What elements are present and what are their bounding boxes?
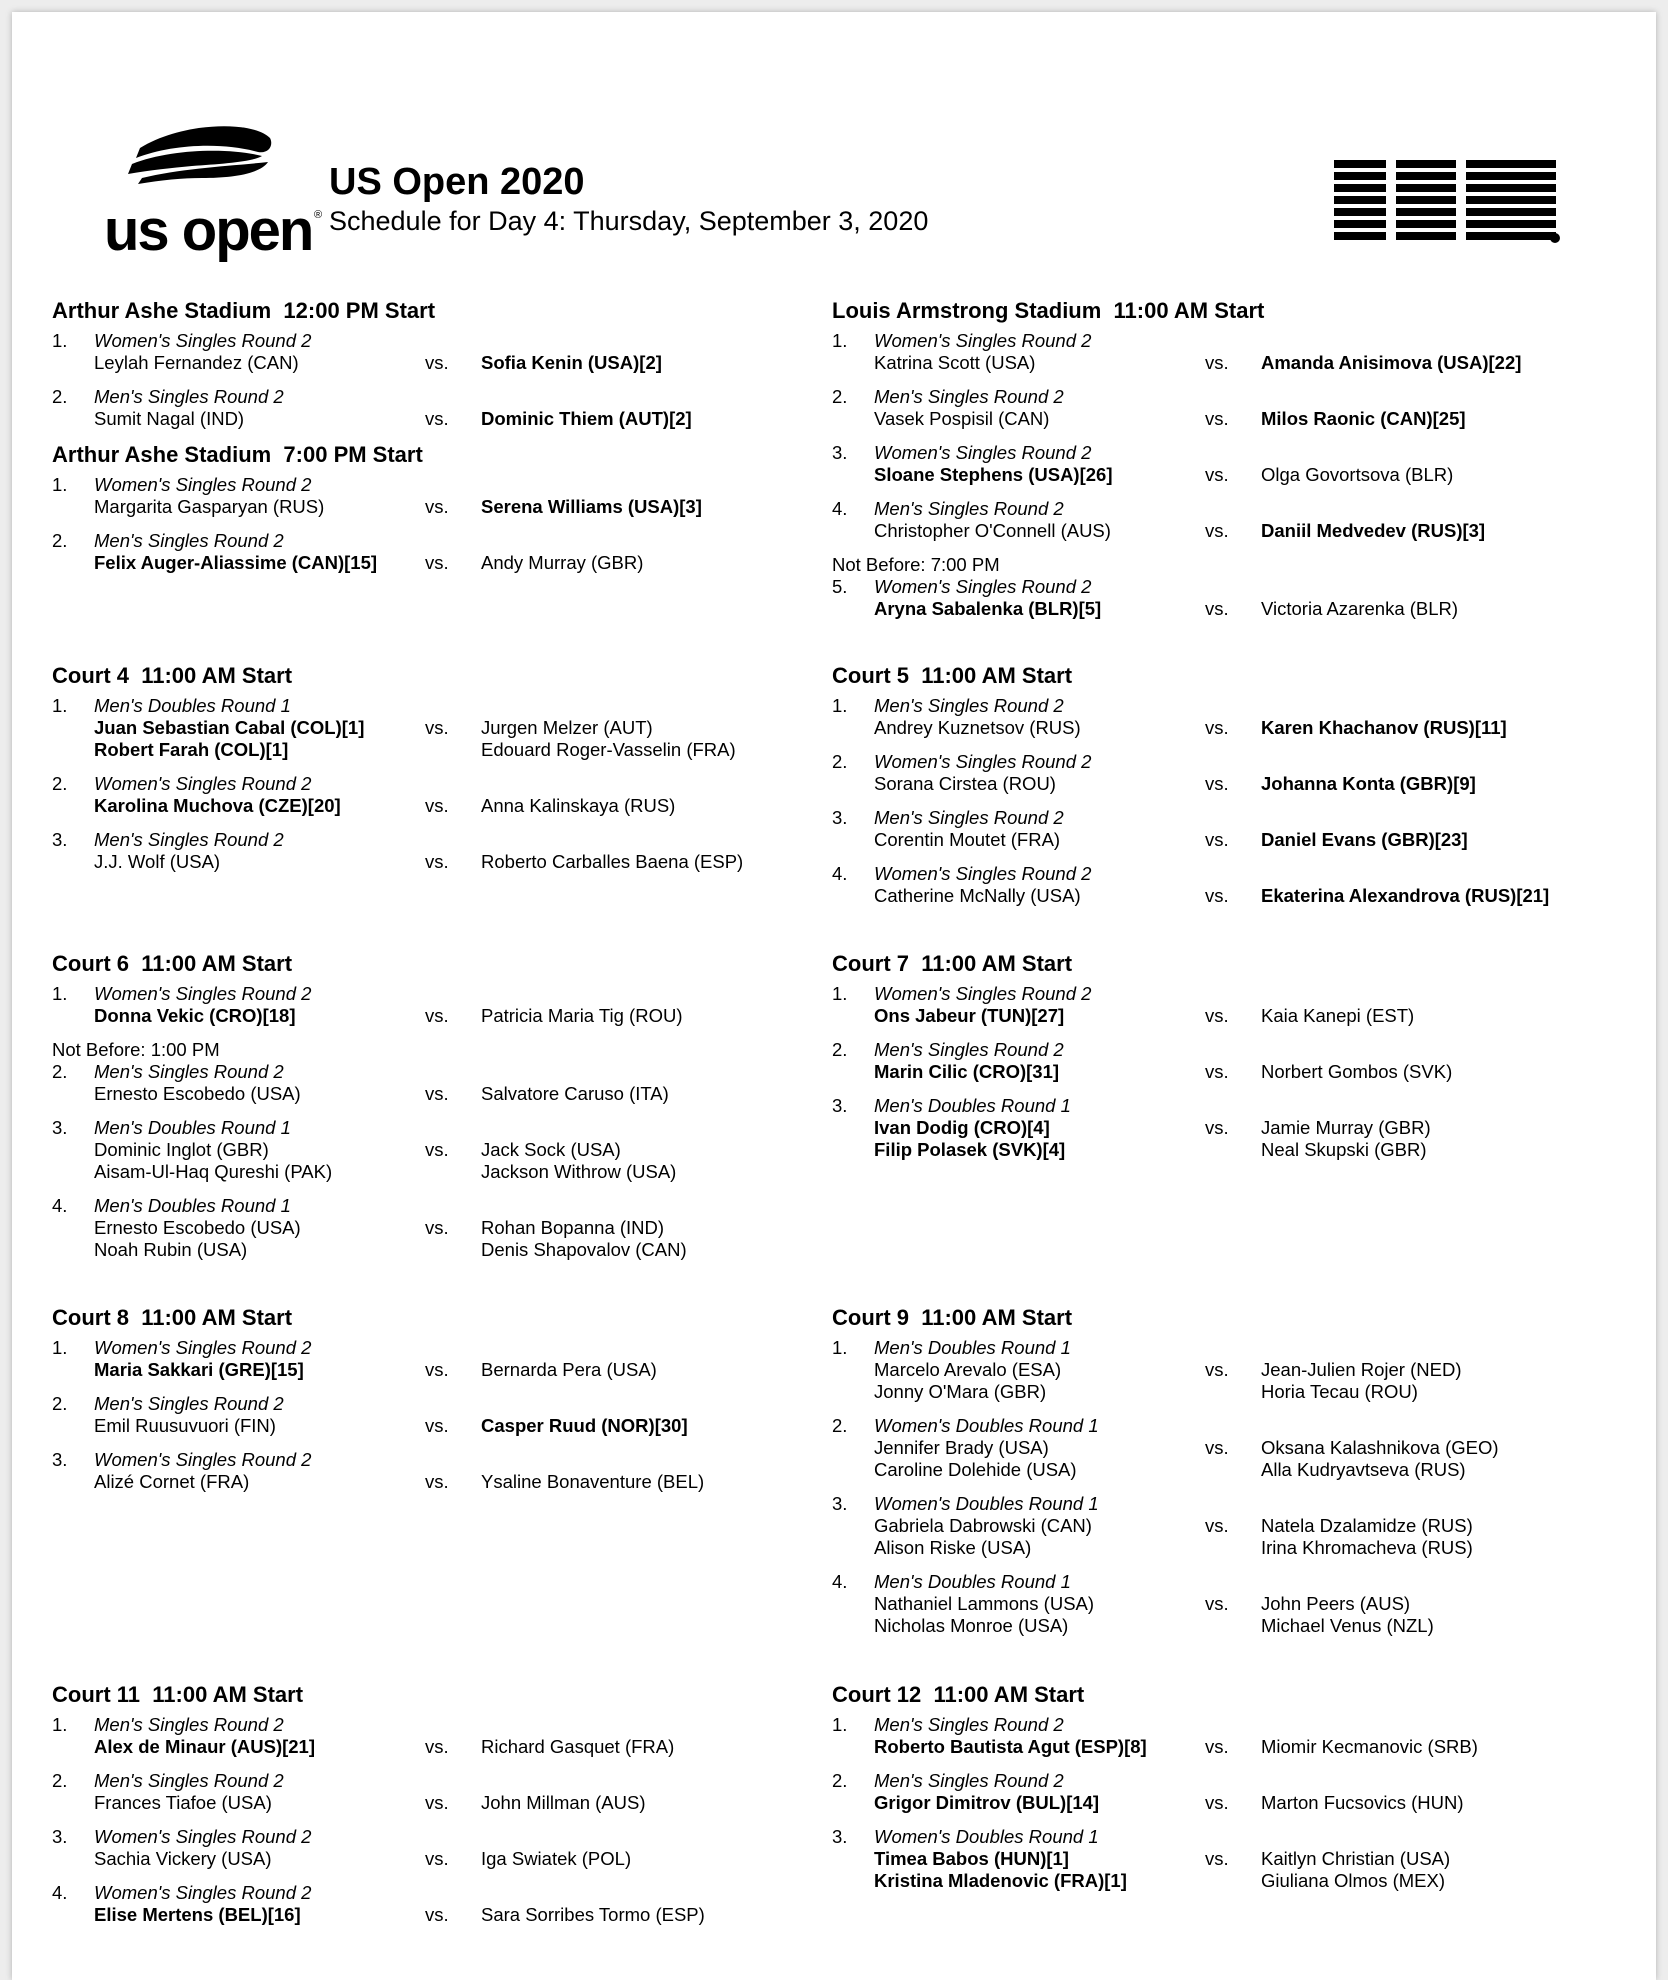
match-entry [832, 983, 1632, 1027]
vs-label: vs. [1205, 885, 1229, 906]
player-left: Ernesto Escobedo (USA) [94, 1217, 301, 1238]
player-left: Timea Babos (HUN)[1] [874, 1848, 1069, 1869]
match-entry [52, 829, 852, 873]
player-left: Juan Sebastian Cabal (COL)[1] [94, 717, 365, 738]
vs-label: vs. [1205, 1593, 1229, 1614]
match-number: 3. [832, 442, 848, 463]
match-entry [52, 1117, 852, 1183]
match-number: 3. [832, 1826, 848, 1847]
player-right: Kaia Kanepi (EST) [1261, 1005, 1415, 1026]
vs-label: vs. [1205, 464, 1229, 485]
player-left: Katrina Scott (USA) [874, 352, 1036, 373]
match-number: 1. [52, 1714, 68, 1735]
match-number: 3. [52, 1826, 68, 1847]
match-number: 1. [832, 330, 848, 351]
court-title: Louis Armstrong Stadium 11:00 AM Start [832, 298, 1265, 323]
match-number: 1. [52, 695, 68, 716]
player-left: J.J. Wolf (USA) [94, 851, 221, 872]
page-header [12, 12, 1656, 292]
round-label: Men's Singles Round 2 [874, 1039, 1064, 1060]
court-block [52, 1680, 852, 1938]
player-left: Ivan Dodig (CRO)[4] [874, 1117, 1050, 1138]
match-number: 1. [832, 983, 848, 1004]
match-entry [832, 1826, 1632, 1892]
match-number: 2. [832, 1770, 848, 1791]
player-right: Anna Kalinskaya (RUS) [481, 795, 676, 816]
svg-text:®: ® [314, 209, 322, 221]
match-number: 1. [52, 983, 68, 1004]
match-entry [832, 386, 1632, 430]
vs-label: vs. [1205, 1437, 1229, 1458]
player-right: Ekaterina Alexandrova (RUS)[21] [1261, 885, 1550, 906]
player-right: Rohan Bopanna (IND) [481, 1217, 665, 1238]
match-number: 2. [52, 1770, 68, 1791]
match-entry [832, 751, 1632, 795]
player-left: Sloane Stephens (USA)[26] [874, 464, 1113, 485]
player-right: Jean-Julien Rojer (NED) [1261, 1359, 1462, 1380]
court-title: Court 8 11:00 AM Start [52, 1305, 293, 1330]
player-left: Alex de Minaur (AUS)[21] [94, 1736, 316, 1757]
player-right: Ysaline Bonaventure (BEL) [481, 1471, 705, 1492]
match-entry [52, 1337, 852, 1381]
round-label: Men's Singles Round 2 [874, 386, 1064, 407]
court-title: Court 9 11:00 AM Start [832, 1305, 1073, 1330]
player-left: Maria Sakkari (GRE)[15] [94, 1359, 304, 1380]
match-entry [832, 695, 1632, 739]
court-block [832, 1303, 1632, 1649]
player-right: Natela Dzalamidze (RUS) [1261, 1515, 1473, 1536]
player-left: Frances Tiafoe (USA) [94, 1792, 272, 1813]
match-entry [52, 695, 852, 761]
player-left: Ernesto Escobedo (USA) [94, 1083, 301, 1104]
match-entry [832, 863, 1632, 907]
court-title: Court 6 11:00 AM Start [52, 951, 293, 976]
player-right: Serena Williams (USA)[3] [481, 496, 702, 517]
vs-label: vs. [1205, 598, 1229, 619]
vs-label: vs. [425, 496, 449, 517]
match-entry [52, 386, 852, 430]
match-number: 2. [52, 773, 68, 794]
match-entry [52, 1393, 852, 1437]
player-right: Salvatore Caruso (ITA) [481, 1083, 669, 1104]
player-left: Donna Vekic (CRO)[18] [94, 1005, 296, 1026]
match-number: 1. [832, 695, 848, 716]
match-number: 3. [832, 1095, 848, 1116]
round-label: Women's Singles Round 2 [94, 1337, 312, 1358]
player-left: Felix Auger-Aliassime (CAN)[15] [94, 552, 378, 573]
player-right: Alla Kudryavtseva (RUS) [1261, 1459, 1466, 1480]
player-left: Margarita Gasparyan (RUS) [94, 496, 325, 517]
round-label: Men's Singles Round 2 [94, 1061, 284, 1082]
player-right: Karen Khachanov (RUS)[11] [1261, 717, 1507, 738]
player-right: Neal Skupski (GBR) [1261, 1139, 1427, 1160]
player-left: Aisam-Ul-Haq Qureshi (PAK) [94, 1161, 333, 1182]
round-label: Women's Doubles Round 1 [874, 1493, 1099, 1514]
player-left: Noah Rubin (USA) [94, 1239, 248, 1260]
match-entry [52, 1770, 852, 1814]
match-entry [52, 1449, 852, 1493]
match-number: 2. [52, 530, 68, 551]
player-left: Christopher O'Connell (AUS) [874, 520, 1111, 541]
round-label: Women's Singles Round 2 [874, 576, 1092, 597]
match-entry [52, 1882, 852, 1926]
court-title: Court 12 11:00 AM Start [832, 1682, 1085, 1707]
vs-label: vs. [1205, 520, 1229, 541]
player-right: Jamie Murray (GBR) [1261, 1117, 1431, 1138]
not-before-note: Not Before: 1:00 PM [52, 1039, 220, 1060]
vs-label: vs. [1205, 1736, 1229, 1757]
player-right: Daniil Medvedev (RUS)[3] [1261, 520, 1486, 541]
round-label: Women's Doubles Round 1 [874, 1415, 1099, 1436]
match-number: 1. [52, 1337, 68, 1358]
match-entry [832, 1571, 1632, 1637]
player-right: Andy Murray (GBR) [481, 552, 644, 573]
round-label: Men's Singles Round 2 [94, 829, 284, 850]
player-right: Horia Tecau (ROU) [1261, 1381, 1418, 1402]
round-label: Women's Singles Round 2 [94, 773, 312, 794]
vs-label: vs. [425, 1736, 449, 1757]
player-left: Jennifer Brady (USA) [874, 1437, 1049, 1458]
player-left: Sumit Nagal (IND) [94, 408, 245, 429]
court-title: Court 4 11:00 AM Start [52, 663, 293, 688]
player-left: Corentin Moutet (FRA) [874, 829, 1061, 850]
vs-label: vs. [1205, 408, 1229, 429]
player-right: Irina Khromacheva (RUS) [1261, 1537, 1473, 1558]
match-number: 1. [52, 330, 68, 351]
match-number: 4. [52, 1882, 68, 1903]
court-title: Court 5 11:00 AM Start [832, 663, 1073, 688]
player-right: Norbert Gombos (SVK) [1261, 1061, 1453, 1082]
player-left: Andrey Kuznetsov (RUS) [874, 717, 1081, 738]
vs-label: vs. [425, 795, 449, 816]
match-entry [52, 1195, 852, 1261]
match-number: 2. [52, 1061, 68, 1082]
ibm-logo [1334, 160, 1560, 255]
round-label: Men's Singles Round 2 [94, 386, 284, 407]
match-number: 4. [832, 498, 848, 519]
player-right: Patricia Maria Tig (ROU) [481, 1005, 683, 1026]
vs-label: vs. [1205, 717, 1229, 738]
player-right: Jack Sock (USA) [481, 1139, 621, 1160]
match-number: 3. [52, 829, 68, 850]
player-left: Alizé Cornet (FRA) [94, 1471, 250, 1492]
player-left: Robert Farah (COL)[1] [94, 739, 289, 760]
match-number: 1. [832, 1337, 848, 1358]
match-number: 2. [832, 751, 848, 772]
player-left: Grigor Dimitrov (BUL)[14] [874, 1792, 1100, 1813]
round-label: Women's Singles Round 2 [94, 983, 312, 1004]
player-right: Jackson Withrow (USA) [481, 1161, 677, 1182]
court-title: Arthur Ashe Stadium 12:00 PM Start [52, 298, 436, 323]
player-left: Ons Jabeur (TUN)[27] [874, 1005, 1065, 1026]
player-left: Kristina Mladenovic (FRA)[1] [874, 1870, 1127, 1891]
match-entry [52, 1714, 852, 1758]
player-left: Emil Ruusuvuori (FIN) [94, 1415, 276, 1436]
match-entry [832, 442, 1632, 486]
match-number: 1. [52, 474, 68, 495]
player-right: Olga Govortsova (BLR) [1261, 464, 1454, 485]
match-number: 2. [832, 386, 848, 407]
round-label: Men's Doubles Round 1 [874, 1095, 1071, 1116]
court-block [52, 1303, 852, 1505]
player-right: Miomir Kecmanovic (SRB) [1261, 1736, 1478, 1757]
match-number: 5. [832, 576, 848, 597]
player-right: Dominic Thiem (AUT)[2] [481, 408, 692, 429]
schedule-page [12, 12, 1656, 1980]
match-entry [52, 474, 852, 518]
not-before-note: Not Before: 7:00 PM [832, 554, 1000, 575]
player-right: Denis Shapovalov (CAN) [481, 1239, 687, 1260]
vs-label: vs. [425, 1848, 449, 1869]
vs-label: vs. [425, 851, 449, 872]
round-label: Women's Singles Round 2 [874, 983, 1092, 1004]
match-entry [832, 807, 1632, 851]
player-right: Daniel Evans (GBR)[23] [1261, 829, 1468, 850]
player-left: Catherine McNally (USA) [874, 885, 1081, 906]
match-entry [52, 330, 852, 374]
vs-label: vs. [425, 1471, 449, 1492]
player-right: Edouard Roger-Vasselin (FRA) [481, 739, 736, 760]
player-right: Bernarda Pera (USA) [481, 1359, 657, 1380]
vs-label: vs. [425, 1083, 449, 1104]
player-left: Marcelo Arevalo (ESA) [874, 1359, 1062, 1380]
player-right: Richard Gasquet (FRA) [481, 1736, 675, 1757]
vs-label: vs. [425, 1359, 449, 1380]
player-left: Marin Cilic (CRO)[31] [874, 1061, 1060, 1082]
round-label: Men's Singles Round 2 [94, 530, 284, 551]
player-right: Roberto Carballes Baena (ESP) [481, 851, 744, 872]
vs-label: vs. [425, 1415, 449, 1436]
player-right: Michael Venus (NZL) [1261, 1615, 1434, 1636]
round-label: Women's Singles Round 2 [94, 474, 312, 495]
round-label: Men's Singles Round 2 [94, 1393, 284, 1414]
round-label: Women's Singles Round 2 [94, 330, 312, 351]
round-label: Men's Singles Round 2 [94, 1714, 284, 1735]
player-left: Nathaniel Lammons (USA) [874, 1593, 1095, 1614]
player-right: Sara Sorribes Tormo (ESP) [481, 1904, 705, 1925]
round-label: Men's Singles Round 2 [874, 1714, 1064, 1735]
match-entry [832, 1493, 1632, 1559]
player-left: Roberto Bautista Agut (ESP)[8] [874, 1736, 1147, 1757]
player-left: Filip Polasek (SVK)[4] [874, 1139, 1066, 1160]
match-number: 1. [832, 1714, 848, 1735]
match-entry [832, 1039, 1632, 1083]
vs-label: vs. [425, 1792, 449, 1813]
player-left: Caroline Dolehide (USA) [874, 1459, 1077, 1480]
player-right: Amanda Anisimova (USA)[22] [1261, 352, 1522, 373]
match-entry [832, 576, 1632, 620]
vs-label: vs. [425, 717, 449, 738]
match-entry [832, 1770, 1632, 1814]
vs-label: vs. [425, 1139, 449, 1160]
round-label: Men's Doubles Round 1 [94, 1195, 291, 1216]
vs-label: vs. [1205, 1848, 1229, 1869]
round-label: Men's Singles Round 2 [874, 1770, 1064, 1791]
round-label: Women's Doubles Round 1 [874, 1826, 1099, 1847]
vs-label: vs. [1205, 352, 1229, 373]
round-label: Women's Singles Round 2 [874, 330, 1092, 351]
player-left: Sachia Vickery (USA) [94, 1848, 272, 1869]
player-left: Dominic Inglot (GBR) [94, 1139, 269, 1160]
round-label: Men's Singles Round 2 [874, 498, 1064, 519]
player-left: Nicholas Monroe (USA) [874, 1615, 1069, 1636]
round-label: Men's Singles Round 2 [94, 1770, 284, 1791]
vs-label: vs. [1205, 1792, 1229, 1813]
vs-label: vs. [1205, 1005, 1229, 1026]
match-entry [52, 983, 852, 1027]
match-number: 2. [52, 386, 68, 407]
round-label: Women's Singles Round 2 [94, 1449, 312, 1470]
page-title: US Open 2020 [329, 161, 585, 203]
round-label: Women's Singles Round 2 [94, 1826, 312, 1847]
vs-label: vs. [1205, 1061, 1229, 1082]
round-label: Men's Doubles Round 1 [874, 1337, 1071, 1358]
match-entry [832, 330, 1632, 374]
title-block [329, 160, 928, 238]
court-block [52, 296, 852, 442]
player-right: Victoria Azarenka (BLR) [1261, 598, 1459, 619]
vs-label: vs. [425, 1904, 449, 1925]
round-label: Women's Singles Round 2 [874, 863, 1092, 884]
player-right: John Millman (AUS) [481, 1792, 646, 1813]
round-label: Women's Singles Round 2 [874, 751, 1092, 772]
player-right: Kaitlyn Christian (USA) [1261, 1848, 1451, 1869]
vs-label: vs. [1205, 1515, 1229, 1536]
vs-label: vs. [1205, 829, 1229, 850]
match-entry [832, 1337, 1632, 1403]
player-right: Jurgen Melzer (AUT) [481, 717, 653, 738]
match-number: 4. [832, 1571, 848, 1592]
player-right: Sofia Kenin (USA)[2] [481, 352, 662, 373]
court-block [52, 949, 852, 1273]
player-right: Iga Swiatek (POL) [481, 1848, 632, 1869]
court-title: Arthur Ashe Stadium 7:00 PM Start [52, 442, 423, 467]
vs-label: vs. [425, 1217, 449, 1238]
round-label: Men's Singles Round 2 [874, 807, 1064, 828]
player-right: Marton Fucsovics (HUN) [1261, 1792, 1464, 1813]
match-number: 2. [832, 1415, 848, 1436]
player-right: Oksana Kalashnikova (GEO) [1261, 1437, 1499, 1458]
court-block [52, 661, 852, 885]
match-number: 2. [52, 1393, 68, 1414]
court-block [832, 1680, 1632, 1904]
match-entry [832, 498, 1632, 542]
match-entry [832, 1714, 1632, 1758]
round-label: Women's Singles Round 2 [94, 1882, 312, 1903]
round-label: Men's Doubles Round 1 [874, 1571, 1071, 1592]
player-right: Casper Ruud (NOR)[30] [481, 1415, 688, 1436]
vs-label: vs. [425, 1005, 449, 1026]
player-left: Jonny O'Mara (GBR) [874, 1381, 1047, 1402]
player-left: Gabriela Dabrowski (CAN) [874, 1515, 1092, 1536]
match-entry [832, 1415, 1632, 1481]
match-number: 3. [832, 807, 848, 828]
player-left: Alison Riske (USA) [874, 1537, 1032, 1558]
court-block [832, 661, 1632, 919]
match-number: 3. [52, 1449, 68, 1470]
player-right: John Peers (AUS) [1261, 1593, 1411, 1614]
round-label: Men's Singles Round 2 [874, 695, 1064, 716]
player-right: Giuliana Olmos (MEX) [1261, 1870, 1446, 1891]
us-open-logo [92, 120, 322, 267]
page-subtitle: Schedule for Day 4: Thursday, September 3, 2020 [329, 206, 929, 236]
match-number: 3. [52, 1117, 68, 1138]
match-number: 4. [52, 1195, 68, 1216]
player-left: Vasek Pospisil (CAN) [874, 408, 1050, 429]
player-left: Aryna Sabalenka (BLR)[5] [874, 598, 1102, 619]
round-label: Men's Doubles Round 1 [94, 1117, 291, 1138]
court-block [52, 440, 852, 586]
player-left: Karolina Muchova (CZE)[20] [94, 795, 341, 816]
vs-label: vs. [425, 552, 449, 573]
round-label: Men's Doubles Round 1 [94, 695, 291, 716]
court-block [832, 296, 1632, 632]
vs-label: vs. [1205, 1359, 1229, 1380]
match-entry [832, 1095, 1632, 1161]
match-entry [52, 1826, 852, 1870]
match-entry [52, 1061, 852, 1105]
player-left: Sorana Cirstea (ROU) [874, 773, 1056, 794]
match-entry [52, 773, 852, 817]
player-left: Elise Mertens (BEL)[16] [94, 1904, 301, 1925]
vs-label: vs. [425, 352, 449, 373]
player-right: Johanna Konta (GBR)[9] [1261, 773, 1476, 794]
match-entry [52, 530, 852, 574]
vs-label: vs. [1205, 773, 1229, 794]
match-number: 4. [832, 863, 848, 884]
match-number: 2. [832, 1039, 848, 1060]
court-title: Court 11 11:00 AM Start [52, 1682, 304, 1707]
round-label: Women's Singles Round 2 [874, 442, 1092, 463]
vs-label: vs. [425, 408, 449, 429]
player-right: Milos Raonic (CAN)[25] [1261, 408, 1466, 429]
player-left: Leylah Fernandez (CAN) [94, 352, 299, 373]
match-number: 3. [832, 1493, 848, 1514]
court-title: Court 7 11:00 AM Start [832, 951, 1073, 976]
court-block [832, 949, 1632, 1173]
vs-label: vs. [1205, 1117, 1229, 1138]
svg-text:us open: us open [104, 198, 313, 262]
